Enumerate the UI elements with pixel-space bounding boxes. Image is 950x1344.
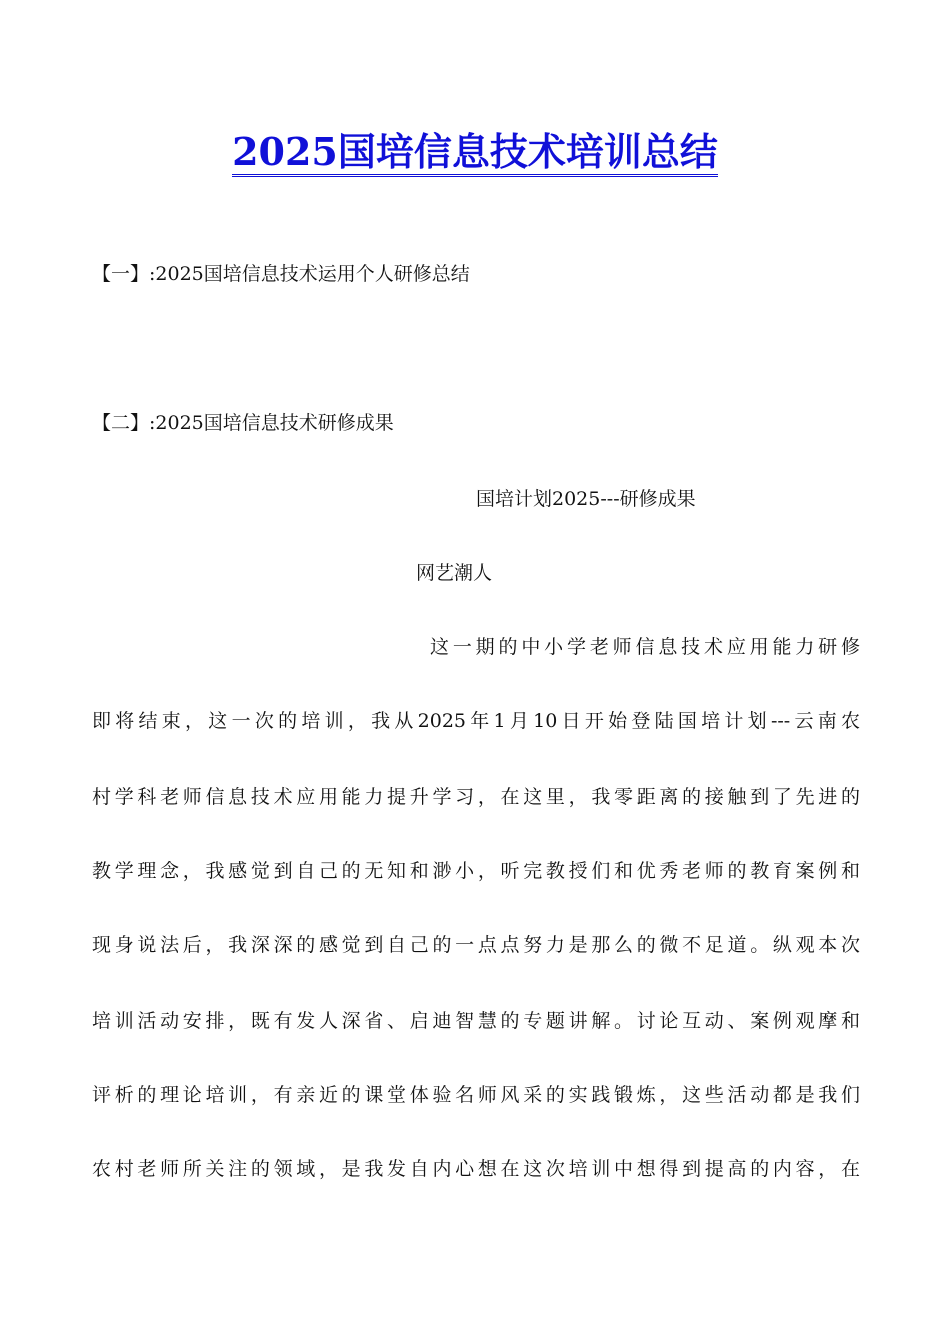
paragraph-line: 即将结束，这一次的培训，我从2025年1月10日开始登陆国培计划---云南农 <box>92 710 860 732</box>
document-title-text: 2025国培信息技术培训总结 <box>232 129 718 177</box>
paragraph-line: 现身说法后，我深深的感觉到自己的一点点努力是那么的微不足道。纵观本次 <box>92 934 860 956</box>
paragraph-line: 这一期的中小学老师信息技术应用能力研修 <box>430 636 860 658</box>
paragraph-line: 评析的理论培训，有亲近的课堂体验名师风采的实践锻炼，这些活动都是我们 <box>92 1084 860 1106</box>
section-heading-2: 【二】:2025国培信息技术研修成果 <box>92 412 394 434</box>
paragraph-line: 农村老师所关注的领域，是我发自内心想在这次培训中想得到提高的内容，在 <box>92 1158 860 1180</box>
paragraph-line: 培训活动安排，既有发人深省、启迪智慧的专题讲解。讨论互动、案例观摩和 <box>92 1010 860 1032</box>
section-heading-1: 【一】:2025国培信息技术运用个人研修总结 <box>92 263 470 285</box>
author: 网艺潮人 <box>416 562 493 584</box>
subtitle: 国培计划2025---研修成果 <box>476 488 696 510</box>
paragraph-line: 教学理念，我感觉到自己的无知和渺小，听完教授们和优秀老师的教育案例和 <box>92 860 860 882</box>
document-title <box>0 124 950 180</box>
paragraph-line: 村学科老师信息技术应用能力提升学习，在这里，我零距离的接触到了先进的 <box>92 786 860 808</box>
